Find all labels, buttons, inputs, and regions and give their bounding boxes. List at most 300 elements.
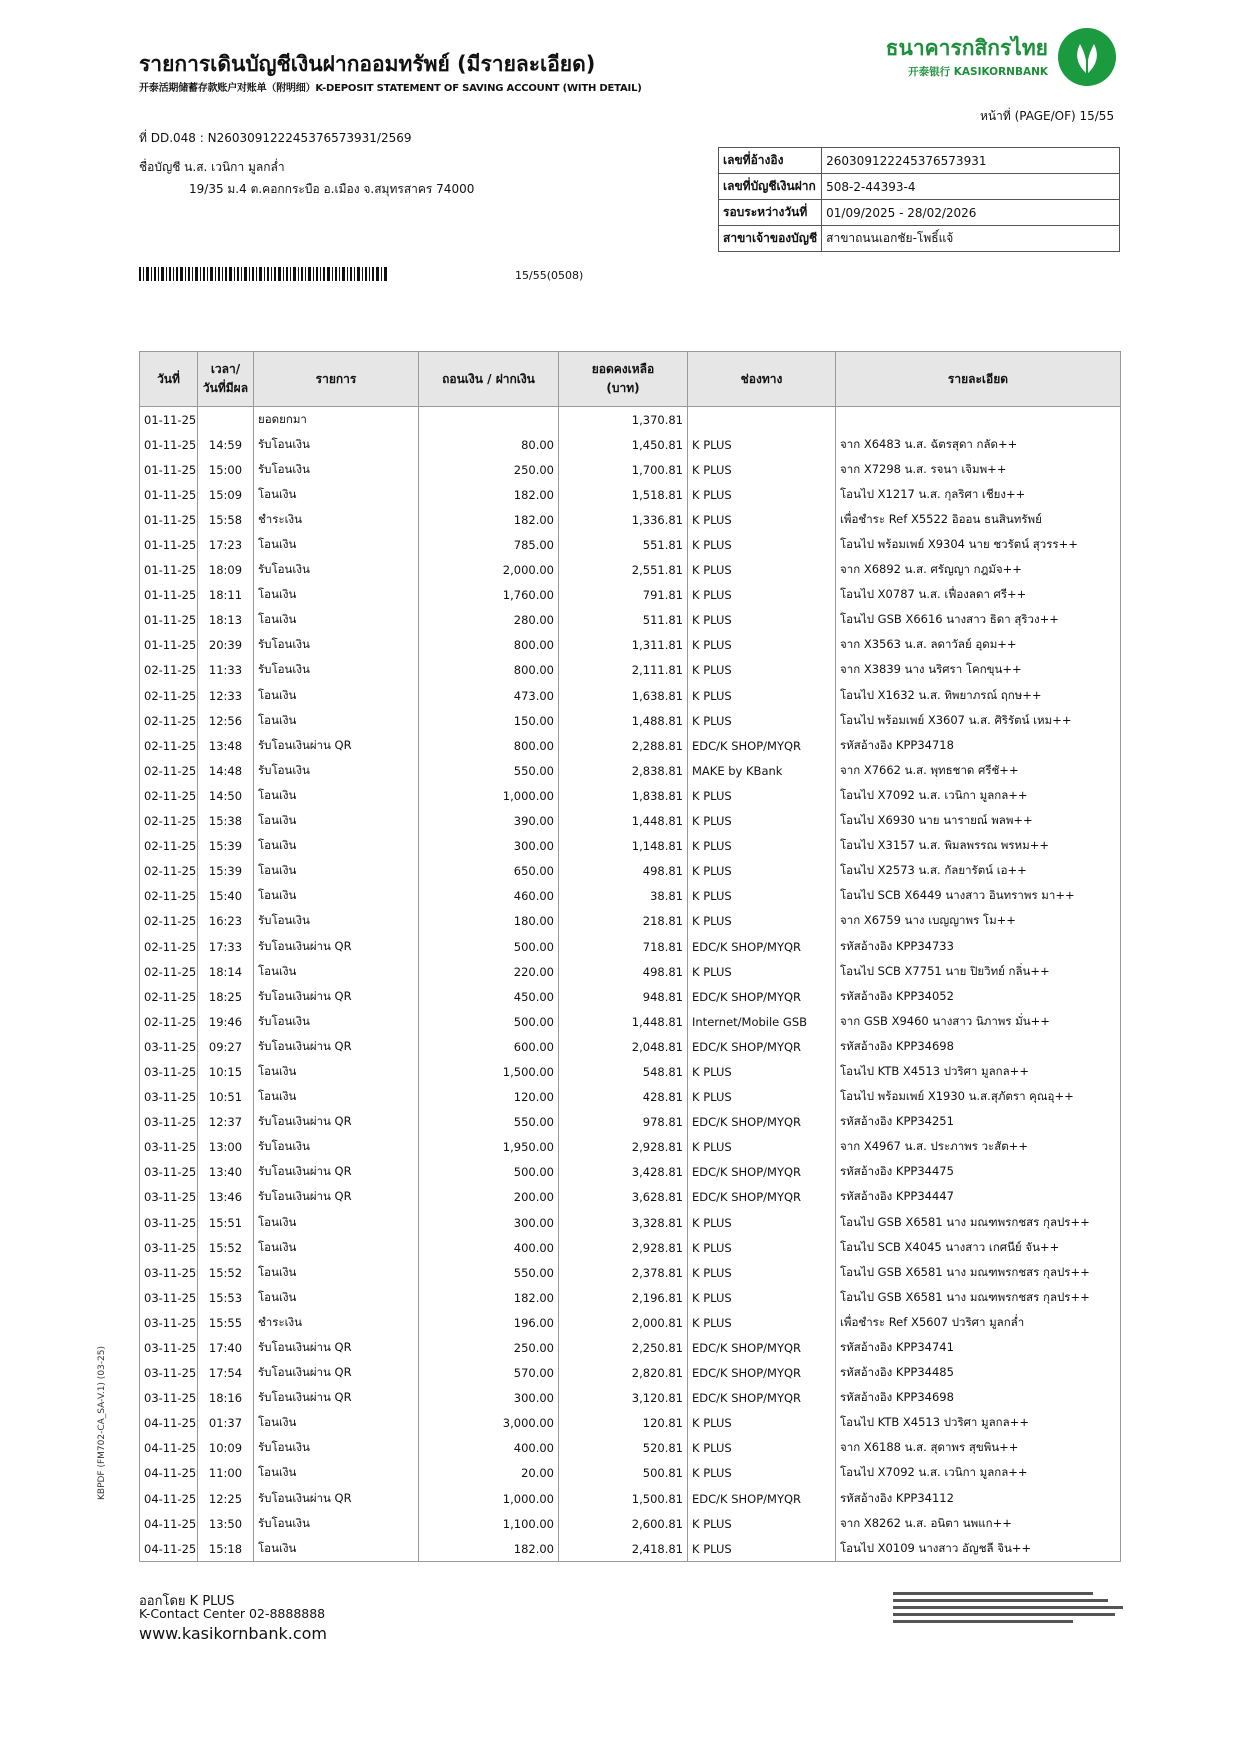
cell-amount: 220.00 <box>419 959 559 984</box>
table-row <box>140 1486 1121 1511</box>
cell-channel: K PLUS <box>688 1285 836 1310</box>
cell-amount: 180.00 <box>419 909 559 934</box>
cell-balance: 2,288.81 <box>559 733 688 758</box>
cell-detail: รหัสอ้างอิง KPP34698 <box>836 1386 1121 1411</box>
table-row <box>140 984 1121 1009</box>
cell-date: 03-11-25 <box>140 1110 198 1135</box>
info-row-period <box>719 200 1120 226</box>
cell-description: โอนเงิน <box>254 1461 419 1486</box>
cell-description: โอนเงิน <box>254 532 419 557</box>
header-balance-line2: (บาท) <box>606 381 640 395</box>
cell-date: 01-11-25 <box>140 407 198 433</box>
cell-time: 17:54 <box>198 1361 254 1386</box>
cell-amount: 1,760.00 <box>419 583 559 608</box>
cell-channel: Internet/Mobile GSB <box>688 1009 836 1034</box>
cell-time: 15:58 <box>198 507 254 532</box>
cell-time: 15:53 <box>198 1285 254 1310</box>
bank-logo <box>868 28 1116 92</box>
cell-time: 13:00 <box>198 1135 254 1160</box>
header-detail: รายละเอียด <box>836 352 1121 407</box>
cell-channel: EDC/K SHOP/MYQR <box>688 1486 836 1511</box>
cell-balance: 948.81 <box>559 984 688 1009</box>
cell-channel: K PLUS <box>688 884 836 909</box>
cell-time: 17:40 <box>198 1335 254 1360</box>
table-row <box>140 733 1121 758</box>
cell-date: 02-11-25 <box>140 859 198 884</box>
cell-detail: รหัสอ้างอิง KPP34052 <box>836 984 1121 1009</box>
cell-balance: 2,378.81 <box>559 1260 688 1285</box>
cell-channel: K PLUS <box>688 608 836 633</box>
cell-balance: 1,448.81 <box>559 809 688 834</box>
cell-channel: K PLUS <box>688 783 836 808</box>
cell-time: 10:51 <box>198 1085 254 1110</box>
table-row <box>140 482 1121 507</box>
table-row <box>140 1461 1121 1486</box>
cell-balance: 2,928.81 <box>559 1235 688 1260</box>
cell-description: โอนเงิน <box>254 1536 419 1562</box>
cell-detail: โอนไป พร้อมเพย์ X3607 น.ส. ศิริรัตน์ เหม++ <box>836 708 1121 733</box>
cell-date: 01-11-25 <box>140 507 198 532</box>
table-row <box>140 1260 1121 1285</box>
cell-balance: 551.81 <box>559 532 688 557</box>
cell-date: 01-11-25 <box>140 482 198 507</box>
cell-balance: 3,428.81 <box>559 1160 688 1185</box>
cell-time: 17:33 <box>198 934 254 959</box>
cell-channel: K PLUS <box>688 1461 836 1486</box>
cell-time: 13:46 <box>198 1185 254 1210</box>
cell-date: 01-11-25 <box>140 532 198 557</box>
cell-channel: K PLUS <box>688 708 836 733</box>
cell-description: รับโอนเงิน <box>254 658 419 683</box>
cell-channel: K PLUS <box>688 633 836 658</box>
cell-balance: 2,111.81 <box>559 658 688 683</box>
info-label: สาขาเจ้าของบัญชี <box>719 226 822 252</box>
table-row <box>140 1411 1121 1436</box>
cell-amount: 460.00 <box>419 884 559 909</box>
table-row <box>140 1511 1121 1536</box>
cell-amount: 500.00 <box>419 1009 559 1034</box>
cell-time: 20:39 <box>198 633 254 658</box>
cell-amount: 182.00 <box>419 482 559 507</box>
cell-balance: 511.81 <box>559 608 688 633</box>
cell-channel: EDC/K SHOP/MYQR <box>688 1110 836 1135</box>
cell-balance: 2,418.81 <box>559 1536 688 1562</box>
cell-description: ชำระเงิน <box>254 1310 419 1335</box>
cell-date: 02-11-25 <box>140 809 198 834</box>
cell-time: 19:46 <box>198 1009 254 1034</box>
cell-detail: โอนไป KTB X4513 ปวริศา มูลกล++ <box>836 1059 1121 1084</box>
cell-date: 03-11-25 <box>140 1260 198 1285</box>
cell-channel: K PLUS <box>688 1235 836 1260</box>
cell-description: รับโอนเงิน <box>254 909 419 934</box>
cell-date: 01-11-25 <box>140 583 198 608</box>
table-row <box>140 809 1121 834</box>
cell-detail: โอนไป SCB X4045 นางสาว เกศนีย์ จัน++ <box>836 1235 1121 1260</box>
cell-time: 14:59 <box>198 432 254 457</box>
cell-description: รับโอนเงินผ่าน QR <box>254 1110 419 1135</box>
cell-amount: 800.00 <box>419 733 559 758</box>
cell-amount: 1,000.00 <box>419 1486 559 1511</box>
cell-date: 03-11-25 <box>140 1235 198 1260</box>
cell-channel: K PLUS <box>688 859 836 884</box>
cell-description: รับโอนเงิน <box>254 1436 419 1461</box>
cell-amount: 500.00 <box>419 934 559 959</box>
cell-channel: K PLUS <box>688 1210 836 1235</box>
cell-detail: เพื่อชำระ Ref X5607 ปวริศา มูลกล่ำ <box>836 1310 1121 1335</box>
cell-detail: รหัสอ้างอิง KPP34741 <box>836 1335 1121 1360</box>
cell-detail: โอนไป X7092 น.ส. เวนิกา มูลกล++ <box>836 1461 1121 1486</box>
table-row <box>140 1110 1121 1135</box>
cell-date: 01-11-25 <box>140 558 198 583</box>
cell-detail: จาก X7298 น.ส. รจนา เจิมพ++ <box>836 457 1121 482</box>
cell-description: รับโอนเงินผ่าน QR <box>254 1185 419 1210</box>
cell-amount: 570.00 <box>419 1361 559 1386</box>
info-value: 508-2-44393-4 <box>822 174 1120 200</box>
cell-description: โอนเงิน <box>254 1210 419 1235</box>
cell-date: 03-11-25 <box>140 1361 198 1386</box>
cell-description: โอนเงิน <box>254 1235 419 1260</box>
cell-description: โอนเงิน <box>254 959 419 984</box>
cell-balance: 978.81 <box>559 1110 688 1135</box>
cell-description: รับโอนเงิน <box>254 1511 419 1536</box>
cell-date: 03-11-25 <box>140 1085 198 1110</box>
cell-balance: 1,148.81 <box>559 834 688 859</box>
cell-description: รับโอนเงินผ่าน QR <box>254 934 419 959</box>
cell-balance: 2,838.81 <box>559 758 688 783</box>
cell-description: ชำระเงิน <box>254 507 419 532</box>
cell-time: 15:51 <box>198 1210 254 1235</box>
cell-amount: 196.00 <box>419 1310 559 1335</box>
cell-balance: 1,500.81 <box>559 1486 688 1511</box>
cell-time: 11:00 <box>198 1461 254 1486</box>
cell-time: 18:16 <box>198 1386 254 1411</box>
cell-channel: K PLUS <box>688 432 836 457</box>
cell-amount <box>419 407 559 433</box>
table-row <box>140 633 1121 658</box>
cell-description: โอนเงิน <box>254 1085 419 1110</box>
bank-name-en: 开泰银行 KASIKORNBANK <box>908 66 1048 78</box>
cell-time: 15:40 <box>198 884 254 909</box>
cell-detail: รหัสอ้างอิง KPP34698 <box>836 1034 1121 1059</box>
cell-detail: โอนไป X6930 นาย นารายณ์ พลพ++ <box>836 809 1121 834</box>
cell-description: รับโอนเงินผ่าน QR <box>254 1361 419 1386</box>
cell-amount: 473.00 <box>419 683 559 708</box>
cell-description: โอนเงิน <box>254 683 419 708</box>
cell-channel: K PLUS <box>688 1310 836 1335</box>
cell-detail: โอนไป SCB X6449 นางสาว อินทราพร มา++ <box>836 884 1121 909</box>
cell-date: 02-11-25 <box>140 708 198 733</box>
cell-balance: 2,048.81 <box>559 1034 688 1059</box>
cell-description: รับโอนเงิน <box>254 1009 419 1034</box>
cell-amount: 182.00 <box>419 1285 559 1310</box>
cell-description: รับโอนเงิน <box>254 758 419 783</box>
header-balance <box>559 352 688 407</box>
statement-title-en: 开泰活期储蓄存款账户对账单（附明细）K-DEPOSIT STATEMENT OF SAVING ACCOUNT (WITH DETAIL) <box>139 83 642 94</box>
cell-channel: EDC/K SHOP/MYQR <box>688 1185 836 1210</box>
cell-amount: 200.00 <box>419 1185 559 1210</box>
cell-amount: 182.00 <box>419 1536 559 1562</box>
table-row <box>140 658 1121 683</box>
cell-channel: K PLUS <box>688 1059 836 1084</box>
cell-channel: K PLUS <box>688 809 836 834</box>
cell-detail: จาก X8262 น.ส. อนิตา นพแก++ <box>836 1511 1121 1536</box>
cell-amount: 3,000.00 <box>419 1411 559 1436</box>
cell-amount: 300.00 <box>419 1386 559 1411</box>
cell-channel: K PLUS <box>688 1411 836 1436</box>
cell-balance: 498.81 <box>559 959 688 984</box>
cell-detail: โอนไป SCB X7751 นาย ปิยวิทย์ กลิ่น++ <box>836 959 1121 984</box>
cell-detail: โอนไป GSB X6616 นางสาว ธิดา สุริวง++ <box>836 608 1121 633</box>
cell-date: 04-11-25 <box>140 1411 198 1436</box>
cell-balance: 718.81 <box>559 934 688 959</box>
cell-time: 12:25 <box>198 1486 254 1511</box>
cell-balance: 38.81 <box>559 884 688 909</box>
cell-time <box>198 407 254 433</box>
cell-date: 03-11-25 <box>140 1059 198 1084</box>
cell-channel: K PLUS <box>688 959 836 984</box>
info-label: รอบระหว่างวันที่ <box>719 200 822 226</box>
cell-amount: 550.00 <box>419 1260 559 1285</box>
cell-time: 13:48 <box>198 733 254 758</box>
cell-detail: จาก X6759 นาง เบญญาพร โม++ <box>836 909 1121 934</box>
cell-time: 15:18 <box>198 1536 254 1562</box>
cell-balance: 500.81 <box>559 1461 688 1486</box>
cell-time: 12:56 <box>198 708 254 733</box>
cell-channel <box>688 407 836 433</box>
cell-date: 01-11-25 <box>140 457 198 482</box>
cell-time: 15:52 <box>198 1260 254 1285</box>
cell-time: 15:00 <box>198 457 254 482</box>
cell-detail: โอนไป X3157 น.ส. พิมลพรรณ พรหม++ <box>836 834 1121 859</box>
cell-amount: 550.00 <box>419 1110 559 1135</box>
table-row <box>140 558 1121 583</box>
cell-channel: EDC/K SHOP/MYQR <box>688 984 836 1009</box>
info-row-reference <box>719 148 1120 174</box>
cell-balance: 2,196.81 <box>559 1285 688 1310</box>
info-value: 01/09/2025 - 28/02/2026 <box>822 200 1120 226</box>
table-row <box>140 1059 1121 1084</box>
cell-time: 15:39 <box>198 834 254 859</box>
cell-channel: EDC/K SHOP/MYQR <box>688 1160 836 1185</box>
cell-description: รับโอนเงินผ่าน QR <box>254 984 419 1009</box>
cell-detail: รหัสอ้างอิง KPP34447 <box>836 1185 1121 1210</box>
cell-time: 10:15 <box>198 1059 254 1084</box>
cell-detail: จาก GSB X9460 นางสาว นิภาพร มั่น++ <box>836 1009 1121 1034</box>
table-row <box>140 1009 1121 1034</box>
cell-channel: K PLUS <box>688 1536 836 1562</box>
cell-date: 02-11-25 <box>140 733 198 758</box>
document-reference: ที่ DD.048 : N260309122245376573931/2569 <box>139 131 412 145</box>
cell-time: 18:09 <box>198 558 254 583</box>
cell-time: 18:11 <box>198 583 254 608</box>
info-label: เลขที่อ้างอิง <box>719 148 822 174</box>
cell-time: 14:50 <box>198 783 254 808</box>
cell-amount: 300.00 <box>419 1210 559 1235</box>
cell-date: 04-11-25 <box>140 1511 198 1536</box>
cell-channel: K PLUS <box>688 834 836 859</box>
cell-date: 04-11-25 <box>140 1486 198 1511</box>
cell-balance: 218.81 <box>559 909 688 934</box>
cell-detail: โอนไป X0787 น.ส. เฟื่องลดา ศรี++ <box>836 583 1121 608</box>
table-row <box>140 1386 1121 1411</box>
cell-balance: 1,336.81 <box>559 507 688 532</box>
cell-balance: 498.81 <box>559 859 688 884</box>
barcode <box>139 266 389 280</box>
table-row <box>140 1536 1121 1562</box>
cell-balance: 2,250.81 <box>559 1335 688 1360</box>
cell-detail <box>836 407 1121 433</box>
cell-description: รับโอนเงินผ่าน QR <box>254 1034 419 1059</box>
cell-balance: 3,120.81 <box>559 1386 688 1411</box>
cell-balance: 1,488.81 <box>559 708 688 733</box>
cell-description: โอนเงิน <box>254 1411 419 1436</box>
cell-date: 02-11-25 <box>140 934 198 959</box>
header-time-line2: วันที่มีผล <box>202 381 249 395</box>
cell-amount: 550.00 <box>419 758 559 783</box>
cell-description: รับโอนเงิน <box>254 633 419 658</box>
cell-balance: 520.81 <box>559 1436 688 1461</box>
cell-description: รับโอนเงินผ่าน QR <box>254 1160 419 1185</box>
cell-amount: 182.00 <box>419 507 559 532</box>
table-row <box>140 758 1121 783</box>
table-row <box>140 1185 1121 1210</box>
cell-balance: 1,518.81 <box>559 482 688 507</box>
table-row <box>140 1235 1121 1260</box>
cell-balance: 1,700.81 <box>559 457 688 482</box>
cell-channel: EDC/K SHOP/MYQR <box>688 733 836 758</box>
cell-channel: EDC/K SHOP/MYQR <box>688 1361 836 1386</box>
cell-time: 18:14 <box>198 959 254 984</box>
cell-time: 12:37 <box>198 1110 254 1135</box>
cell-channel: K PLUS <box>688 457 836 482</box>
cell-detail: รหัสอ้างอิง KPP34718 <box>836 733 1121 758</box>
transactions-body <box>140 407 1121 1562</box>
table-row <box>140 1210 1121 1235</box>
cell-channel: EDC/K SHOP/MYQR <box>688 1386 836 1411</box>
cell-channel: MAKE by KBank <box>688 758 836 783</box>
cell-channel: K PLUS <box>688 532 836 557</box>
cell-time: 09:27 <box>198 1034 254 1059</box>
transactions-table <box>139 351 1121 1562</box>
cell-description: โอนเงิน <box>254 608 419 633</box>
table-row <box>140 432 1121 457</box>
cell-date: 03-11-25 <box>140 1135 198 1160</box>
cell-detail: จาก X6188 น.ส. สุดาพร สุขพิน++ <box>836 1436 1121 1461</box>
cell-channel: K PLUS <box>688 558 836 583</box>
cell-amount: 1,000.00 <box>419 783 559 808</box>
cell-date: 03-11-25 <box>140 1335 198 1360</box>
cell-date: 03-11-25 <box>140 1034 198 1059</box>
cell-time: 11:33 <box>198 658 254 683</box>
cell-time: 01:37 <box>198 1411 254 1436</box>
cell-balance: 3,628.81 <box>559 1185 688 1210</box>
cell-date: 02-11-25 <box>140 658 198 683</box>
cell-amount: 400.00 <box>419 1235 559 1260</box>
header-balance-line1: ยอดคงเหลือ <box>591 362 655 376</box>
account-name <box>139 158 285 177</box>
table-row <box>140 583 1121 608</box>
cell-date: 02-11-25 <box>140 834 198 859</box>
cell-amount: 600.00 <box>419 1034 559 1059</box>
cell-description: โอนเงิน <box>254 884 419 909</box>
cell-description: โอนเงิน <box>254 1059 419 1084</box>
info-row-branch <box>719 226 1120 252</box>
cell-date: 02-11-25 <box>140 683 198 708</box>
cell-channel: EDC/K SHOP/MYQR <box>688 1034 836 1059</box>
cell-detail: เพื่อชำระ Ref X5522 อิออน ธนสินทรัพย์ <box>836 507 1121 532</box>
cell-balance: 2,600.81 <box>559 1511 688 1536</box>
cell-balance: 428.81 <box>559 1085 688 1110</box>
cell-amount: 120.00 <box>419 1085 559 1110</box>
cell-balance: 2,551.81 <box>559 558 688 583</box>
cell-detail: รหัสอ้างอิง KPP34112 <box>836 1486 1121 1511</box>
cell-description: ยอดยกมา <box>254 407 419 433</box>
cell-time: 15:38 <box>198 809 254 834</box>
cell-channel: K PLUS <box>688 683 836 708</box>
table-row <box>140 884 1121 909</box>
cell-date: 02-11-25 <box>140 959 198 984</box>
cell-channel: K PLUS <box>688 658 836 683</box>
footer-issuer: ออกโดย K PLUS <box>139 1594 235 1609</box>
cell-date: 01-11-25 <box>140 608 198 633</box>
cell-balance: 1,450.81 <box>559 432 688 457</box>
table-row <box>140 407 1121 433</box>
cell-amount: 500.00 <box>419 1160 559 1185</box>
cell-channel: K PLUS <box>688 1085 836 1110</box>
cell-balance: 2,820.81 <box>559 1361 688 1386</box>
cell-amount: 250.00 <box>419 457 559 482</box>
cell-detail: โอนไป X0109 นางสาว อัญชลี จิน++ <box>836 1536 1121 1562</box>
cell-balance: 1,370.81 <box>559 407 688 433</box>
cell-time: 10:09 <box>198 1436 254 1461</box>
cell-amount: 1,950.00 <box>419 1135 559 1160</box>
table-row <box>140 1310 1121 1335</box>
cell-amount: 80.00 <box>419 432 559 457</box>
table-row <box>140 683 1121 708</box>
cell-description: โอนเงิน <box>254 708 419 733</box>
table-row <box>140 708 1121 733</box>
kasikorn-leaf-icon <box>1058 28 1116 86</box>
barcode-text: 15/55(0508) <box>515 269 584 282</box>
cell-description: รับโอนเงินผ่าน QR <box>254 733 419 758</box>
cell-description: โอนเงิน <box>254 809 419 834</box>
cell-time: 17:23 <box>198 532 254 557</box>
bank-name-th: ธนาคารกสิกรไทย <box>885 36 1048 60</box>
table-row <box>140 859 1121 884</box>
cell-detail: โอนไป KTB X4513 ปวริศา มูลกล++ <box>836 1411 1121 1436</box>
cell-amount: 800.00 <box>419 658 559 683</box>
cell-balance: 1,638.81 <box>559 683 688 708</box>
cell-amount: 2,000.00 <box>419 558 559 583</box>
cell-time: 15:39 <box>198 859 254 884</box>
cell-amount: 800.00 <box>419 633 559 658</box>
header-time <box>198 352 254 407</box>
cell-time: 15:52 <box>198 1235 254 1260</box>
cell-date: 03-11-25 <box>140 1285 198 1310</box>
page-number: หน้าที่ (PAGE/OF) 15/55 <box>980 109 1115 123</box>
table-row <box>140 934 1121 959</box>
cell-date: 03-11-25 <box>140 1185 198 1210</box>
table-row <box>140 1034 1121 1059</box>
info-value: 260309122245376573931 <box>822 148 1120 174</box>
footer-contact: K-Contact Center 02-8888888 <box>139 1606 326 1621</box>
cell-amount: 650.00 <box>419 859 559 884</box>
header-channel: ช่องทาง <box>688 352 836 407</box>
cell-channel: K PLUS <box>688 909 836 934</box>
cell-balance: 1,448.81 <box>559 1009 688 1034</box>
cell-amount: 785.00 <box>419 532 559 557</box>
cell-time: 13:40 <box>198 1160 254 1185</box>
